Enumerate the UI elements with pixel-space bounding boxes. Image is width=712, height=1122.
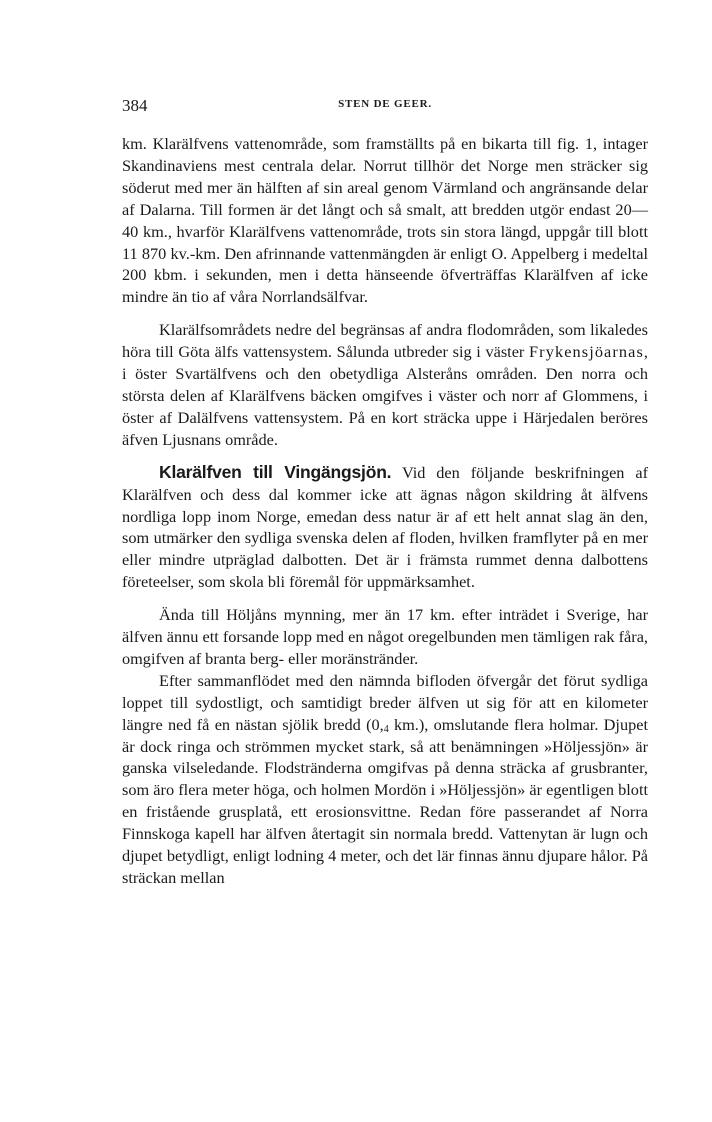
paragraph-3 (122, 462, 648, 593)
running-head: STEN DE GEER. (338, 98, 432, 110)
paragraph-1: km. Klarälfvens vattenområde, som framställts på en bikarta till fig. 1, intager Skandinaviens mest centrala delar. Norrut tillhör det Norge men sträcker sig söderut med mer än hälften af sin areal genom Värmland och angränsande delar af Dalarna. Till formen är det långt och så smalt, att bredden utgör endast 20—40 km., hvarför Klarälfvens vattenområde, trots sin stora längd, uppgår till blott 11 870 kv.-km. Den afrinnande vattenmängden är enligt O. Appelberg i medeltal 200 kbm. i sekunden, men i detta hänseende öfverträffas Klarälfven af icke mindre än tio af våra Norrlandsälfvar. (122, 134, 648, 307)
section-title: Klarälfven till Vingängsjön. (159, 461, 392, 482)
paragraph-5-text-b: km.), omslutande flera holmar. Djupet är dock ringa och strömmen mycket stark, så att benämningen »Höljessjön» är ganska vilseledande. Flodstränderna omgifvas på denna sträcka af grusbranter, som äro flera meter höga, och holmen Mordön i »Höljessjön» är egentligen blott en fristående grusplatå, ett erosionsvittne. Redan före passerandet af Norra Finnskoga kapell har älfven återtagit sin normala bredd. Vattenytan är lugn och djupet betydligt, enligt lodning 4 meter, och det lär finnas ännu djupare hålor. På sträckan mellan (122, 714, 648, 887)
paragraph-5-text-a: Efter sammanflödet med den nämnda bifloden öfvergår det förut sydliga loppet till sydostligt, och samtidigt breder älfven ut sig för att en kilometer längre ned få en nästan sjölik bredd (0, (122, 670, 648, 734)
page-number: 384 (122, 96, 148, 115)
page-header (122, 96, 648, 120)
paragraph-5 (122, 670, 648, 889)
paragraph-3-text: Vid den följande beskrifningen af Klarälfven och dess dal kommer icke att ägnas någon skildring åt älfvens nordliga lopp inom Norge, emedan dess natur är af ett helt annat slag än den, som utmärker den sydliga svenska delen af floden, hvilken framflyter på en mer eller mindre utpräglad dalbotten. Det är i främsta rummet denna dalbottens företeelser, som skola bli föremål för uppmärksamhet. (122, 462, 648, 592)
body-text (122, 133, 648, 889)
paragraph-2-text-b: , i öster Svartälfvens och den obetydliga Alsteråns områden. Den norra och största delen af Klarälfvens bäcken omgifves i väster och norr af Glommens, i öster af Dalälfvens vattensystem. På en kort sträcka uppe i Härjedalen beröres äfven Ljusnans område. (122, 342, 648, 449)
frykensjoarnas-spaced: Frykensjöarnas (529, 342, 644, 362)
paragraph-4: Ända till Höljåns mynning, mer än 17 km. efter inträdet i Sverige, har älfven ännu ett forsande lopp med en något oregelbunden men tämligen rak fåra, omgifven af branta berg- eller moränstränder. (122, 605, 648, 668)
paragraph-2-text-a: Klarälfsområdets nedre del begränsas af andra flodområden, som likaledes höra till Göta älfs vattensystem. Sålunda utbreder sig i väster (122, 320, 648, 362)
paragraph-2 (122, 319, 648, 450)
decimal-subscript: 4 (383, 723, 389, 735)
